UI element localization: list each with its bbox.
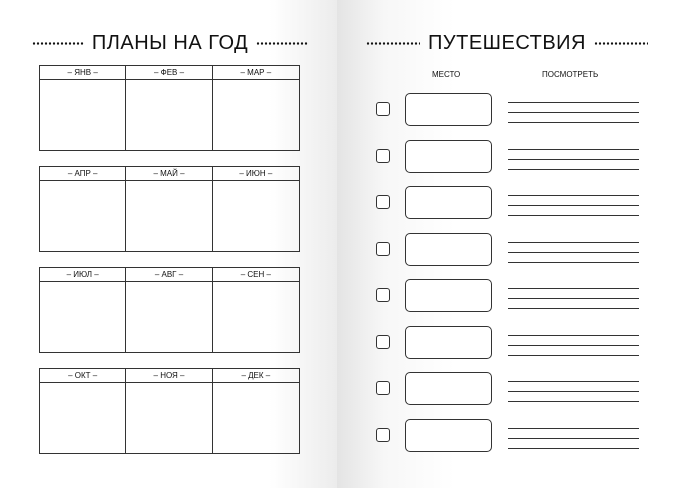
travel-page — [337, 0, 674, 488]
month-label: – ИЮЛ – — [40, 268, 126, 282]
quarter-4-block — [39, 368, 300, 454]
month-notes-area[interactable] — [213, 80, 299, 150]
visited-checkbox[interactable] — [376, 381, 390, 395]
see-writing-line[interactable] — [508, 355, 639, 356]
see-writing-line[interactable] — [508, 122, 639, 123]
quarter-3-block — [39, 267, 300, 353]
column-header-place: МЕСТО — [432, 70, 461, 79]
see-writing-line[interactable] — [508, 195, 639, 196]
column-header-see: ПОСМОТРЕТЬ — [542, 70, 599, 79]
page-title: ПУТЕШЕСТВИЯ — [428, 31, 586, 54]
see-writing-line[interactable] — [508, 169, 639, 170]
place-input-box[interactable] — [405, 186, 492, 219]
see-writing-line[interactable] — [508, 448, 639, 449]
visited-checkbox[interactable] — [376, 195, 390, 209]
visited-checkbox[interactable] — [376, 242, 390, 256]
see-writing-line[interactable] — [508, 391, 639, 392]
see-writing-line[interactable] — [508, 262, 639, 263]
see-writing-line[interactable] — [508, 215, 639, 216]
see-writing-line[interactable] — [508, 159, 639, 160]
month-notes-area[interactable] — [40, 181, 126, 251]
month-notes-area[interactable] — [40, 282, 126, 352]
place-input-box[interactable] — [405, 140, 492, 173]
month-notes-area[interactable] — [213, 383, 299, 453]
quarter-2-block — [39, 166, 300, 252]
place-input-box[interactable] — [405, 372, 492, 405]
month-label: – МАР – — [213, 66, 299, 80]
travel-row — [337, 233, 674, 267]
place-input-box[interactable] — [405, 233, 492, 266]
see-writing-line[interactable] — [508, 428, 639, 429]
quarter-1-block — [39, 65, 300, 151]
place-input-box[interactable] — [405, 326, 492, 359]
see-writing-line[interactable] — [508, 345, 639, 346]
travel-heading — [373, 30, 641, 56]
month-notes-area[interactable] — [213, 181, 299, 251]
month-label: – ФЕВ – — [126, 66, 212, 80]
month-notes-area[interactable] — [126, 80, 212, 150]
visited-checkbox[interactable] — [376, 288, 390, 302]
month-notes-area[interactable] — [126, 383, 212, 453]
visited-checkbox[interactable] — [376, 149, 390, 163]
travel-row — [337, 186, 674, 220]
dotted-rule-left — [366, 42, 420, 45]
see-writing-line[interactable] — [508, 242, 639, 243]
dotted-rule-right — [594, 42, 648, 45]
month-label: – ЯНВ – — [40, 66, 126, 80]
page-title: ПЛАНЫ НА ГОД — [91, 31, 249, 54]
month-label: – АПР – — [40, 167, 126, 181]
month-notes-area[interactable] — [126, 181, 212, 251]
travel-row — [337, 326, 674, 360]
see-writing-line[interactable] — [508, 252, 639, 253]
visited-checkbox[interactable] — [376, 102, 390, 116]
travel-row — [337, 419, 674, 453]
place-input-box[interactable] — [405, 419, 492, 452]
place-input-box[interactable] — [405, 279, 492, 312]
month-label: – МАЙ – — [126, 167, 212, 181]
see-writing-line[interactable] — [508, 308, 639, 309]
month-label: – ОКТ – — [40, 369, 126, 383]
month-label: – ИЮН – — [213, 167, 299, 181]
see-writing-line[interactable] — [508, 381, 639, 382]
visited-checkbox[interactable] — [376, 335, 390, 349]
visited-checkbox[interactable] — [376, 428, 390, 442]
month-notes-area[interactable] — [126, 282, 212, 352]
travel-row — [337, 372, 674, 406]
see-writing-line[interactable] — [508, 335, 639, 336]
month-notes-area[interactable] — [40, 80, 126, 150]
month-notes-area[interactable] — [40, 383, 126, 453]
month-label: – НОЯ – — [126, 369, 212, 383]
see-writing-line[interactable] — [508, 112, 639, 113]
see-writing-line[interactable] — [508, 298, 639, 299]
travel-row — [337, 140, 674, 174]
month-label: – ДЕК – — [213, 369, 299, 383]
travel-row — [337, 93, 674, 127]
see-writing-line[interactable] — [508, 401, 639, 402]
see-writing-line[interactable] — [508, 205, 639, 206]
month-label: – АВГ – — [126, 268, 212, 282]
dotted-rule-right — [256, 42, 308, 45]
year-plans-heading — [38, 30, 302, 56]
place-input-box[interactable] — [405, 93, 492, 126]
see-writing-line[interactable] — [508, 288, 639, 289]
travel-row — [337, 279, 674, 313]
month-notes-area[interactable] — [213, 282, 299, 352]
dotted-rule-left — [32, 42, 84, 45]
see-writing-line[interactable] — [508, 149, 639, 150]
see-writing-line[interactable] — [508, 438, 639, 439]
see-writing-line[interactable] — [508, 102, 639, 103]
month-label: – СЕН – — [213, 268, 299, 282]
